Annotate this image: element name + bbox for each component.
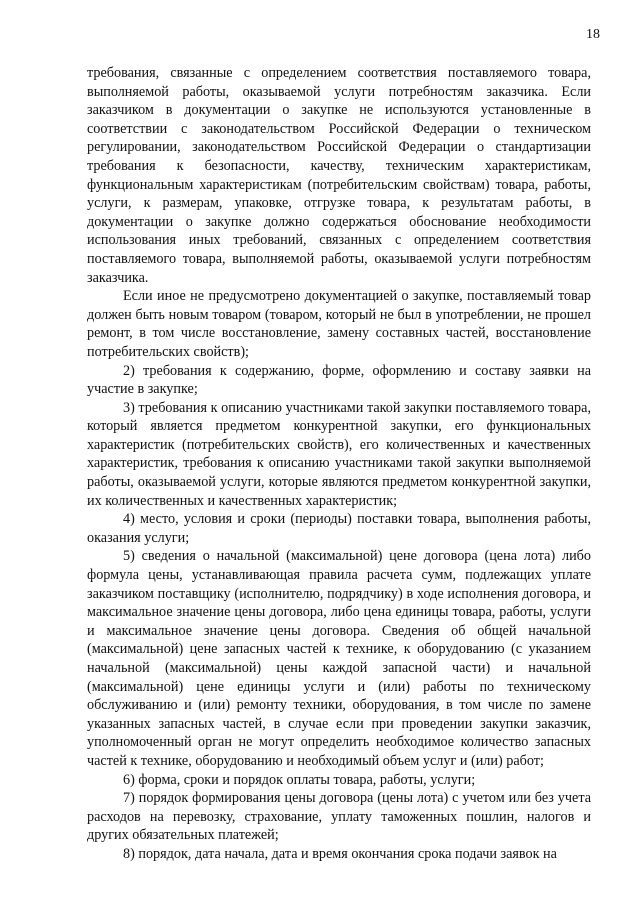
- paragraph-continuation: требования, связанные с определением соответствия поставляемого товара, выполняемой работы, оказываемой услуги потребностям заказчика. Если заказчиком в документации о закупке не используются установленные в соответствии с законодательством Российской Федерации о техническом регулировании, законодательством Российской Федерации о стандартизации требования к безопасности, качеству, техническим характеристикам, функциональным характеристикам (потребительским свойствам) товара, работы, услуги, к размерам, упаковке, отгрузке товара, к результатам работы, в документации о закупке должно содержаться обоснование необходимости использования иных требований, связанных с определением соответствия поставляемого товара, выполняемой работы, оказываемой услуги потребностям заказчика.: [87, 65, 591, 286]
- list-item-6: 6) форма, сроки и порядок оплаты товара, работы, услуги;: [123, 771, 476, 788]
- list-item-5: 5) сведения о начальной (максимальной) цене договора (цена лота) либо формула цены, устанавливающая правила расчета сумм, подлежащих уплате заказчиком поставщику (исполнителю, подрядчику) в ходе исполнения договора, и максимальное значение цены договора, либо цена единицы товара, работы, услуги и максимальное значение цены договора. Сведения об общей начальной (максимальной) цене запасных частей к технике, к оборудованию (с указанием начальной (максимальной) цены каждой запасной части) и начальной (максимальной) цене единицы услуги и (или) работы по техническому обслуживанию и (или) ремонту техники, оборудования, в том числе по замене указанных запасных частей, в случае если при проведении закупки заказчик, уполномоченный орган не могут определить необходимое количество запасных частей к технике, оборудованию и необходимый объем услуг и (или) работ;: [87, 548, 591, 769]
- paragraph-new-goods: Если иное не предусмотрено документацией о закупке, поставляемый товар должен быть новым товаром (товаром, который не был в употреблении, не прошел ремонт, в том числе восстановление, замену составных частей, восстановление потребительских свойств);: [87, 288, 591, 360]
- document-body: [87, 64, 591, 864]
- list-item-8: 8) порядок, дата начала, дата и время окончания срока подачи заявок на: [123, 845, 557, 862]
- list-item-3: 3) требования к описанию участниками такой закупки поставляемого товара, который является предметом конкурентной закупки, его функциональных характеристик (потребительских свойств), его количественных и качественных характеристик, требования к описанию участниками такой закупки выполняемой работы, оказываемой услуги, которые являются предметом конкурентной закупки, их количественных и качественных характеристик;: [87, 399, 591, 509]
- page-number: 18: [586, 27, 600, 42]
- list-item-4: 4) место, условия и сроки (периоды) поставки товара, выполнения работы, оказания услуги;: [87, 511, 591, 546]
- list-item-7: 7) порядок формирования цены договора (цены лота) с учетом или без учета расходов на перевозку, страхование, уплату таможенных пошлин, налогов и других обязательных платежей;: [87, 790, 591, 844]
- list-item-2: 2) требования к содержанию, форме, оформлению и составу заявки на участие в закупке;: [87, 362, 591, 398]
